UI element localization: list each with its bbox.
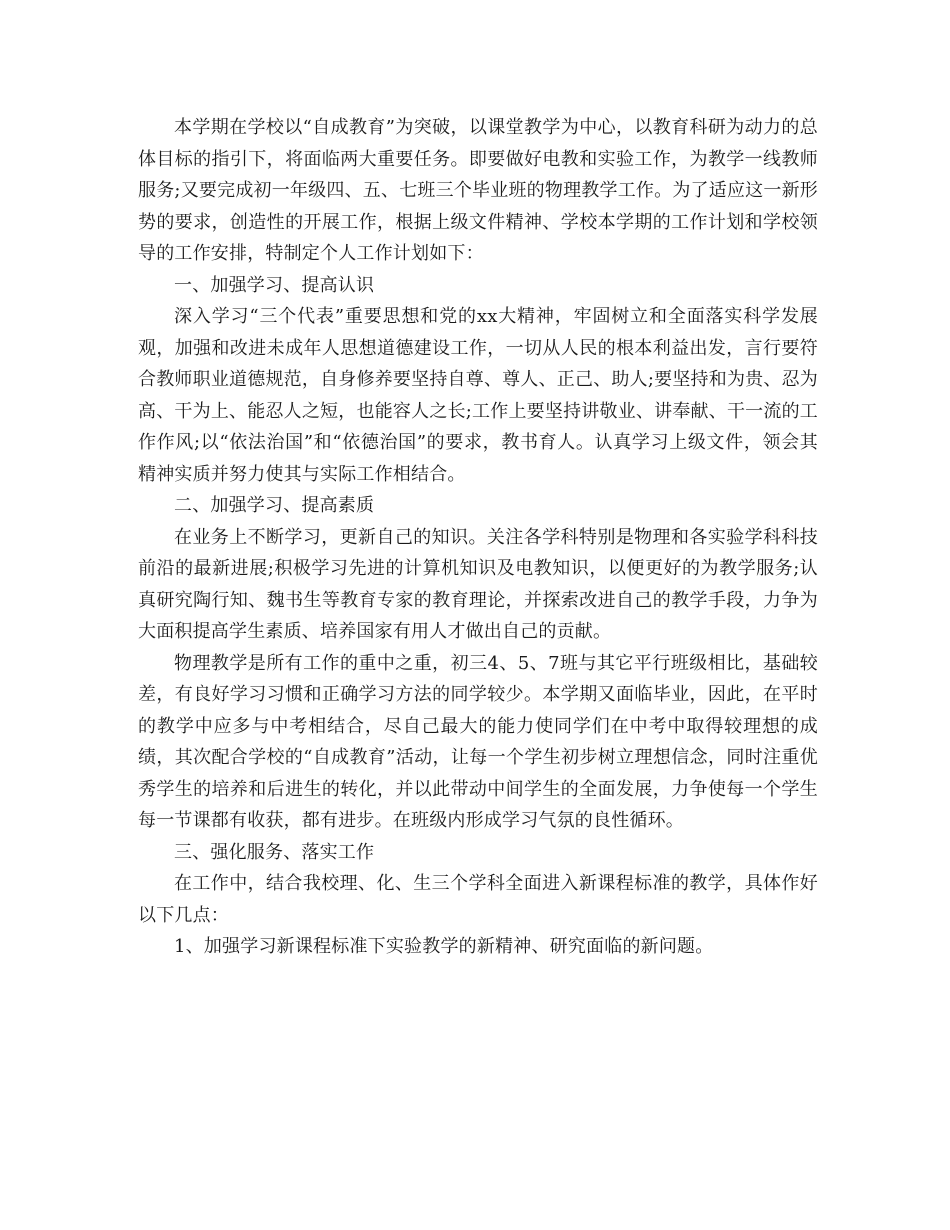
section-2-paragraph-2: 物理教学是所有工作的重中之重，初三4、5、7班与其它平行班级相比，基础较差，有良好学习习惯和正确学习方法的同学较少。本学期又面临毕业，因此，在平时的教学中应多与中考相结合，尽自己最大的能力使同学们在中考中取得较理想的成绩，其次配合学校的“自成教育”活动，让每一个学生初步树立理想信念，同时注重优秀学生的培养和后进生的转化，并以此带动中间学生的全面发展，力争使每一个学生每一节课都有收获，都有进步。在班级内形成学习气氛的良性循环。 — [138, 652, 818, 831]
section-heading-3: 三、强化服务、落实工作 — [174, 841, 375, 863]
section-3-paragraph-1: 在工作中，结合我校理、化、生三个学科全面进入新课程标准的教学，具体作好以下几点： — [138, 873, 818, 926]
intro-paragraph: 本学期在学校以“自成教育”为突破，以课堂教学为中心，以教育科研为动力的总体目标的指引下，将面临两大重要任务。即要做好电教和实验工作，为教学一线教师服务;又要完成初一年级四、五、七班三个毕业班的物理教学工作。为了适应这一新形势的要求，创造性的开展工作，根据上级文件精神、学校本学期的工作计划和学校领导的工作安排，特制定个人工作计划如下： — [138, 117, 818, 264]
section-heading-1: 一、加强学习、提高认识 — [174, 274, 375, 296]
section-2-paragraph-1: 在业务上不断学习，更新自己的知识。关注各学科特别是物理和各实验学科科技前沿的最新进展;积极学习先进的计算机知识及电教知识，以便更好的为教学服务;认真研究陶行知、魏书生等教育专家的教育理论，并探索改进自己的教学手段，力争为大面积提高学生素质、培养国家有用人才做出自己的贡献。 — [138, 526, 818, 642]
section-1-paragraph: 深入学习“三个代表”重要思想和党的xx大精神，牢固树立和全面落实科学发展观，加强和改进未成年人思想道德建设工作，一切从人民的根本利益出发，言行要符合教师职业道德规范，自身修养要坚持自尊、尊人、正己、助人;要坚持和为贵、忍为高、干为上、能忍人之短，也能容人之长;工作上要坚持讲敬业、讲奉献、干一流的工作作风;以“依法治国”和“依德治国”的要求，教书育人。认真学习上级文件，领会其精神实质并努力使其与实际工作相结合。 — [138, 306, 818, 485]
document-body — [138, 112, 818, 963]
section-3-list-item-1: 1、加强学习新课程标准下实验教学的新精神、研究面临的新问题。 — [174, 936, 714, 957]
section-heading-2: 二、加强学习、提高素质 — [174, 495, 375, 516]
